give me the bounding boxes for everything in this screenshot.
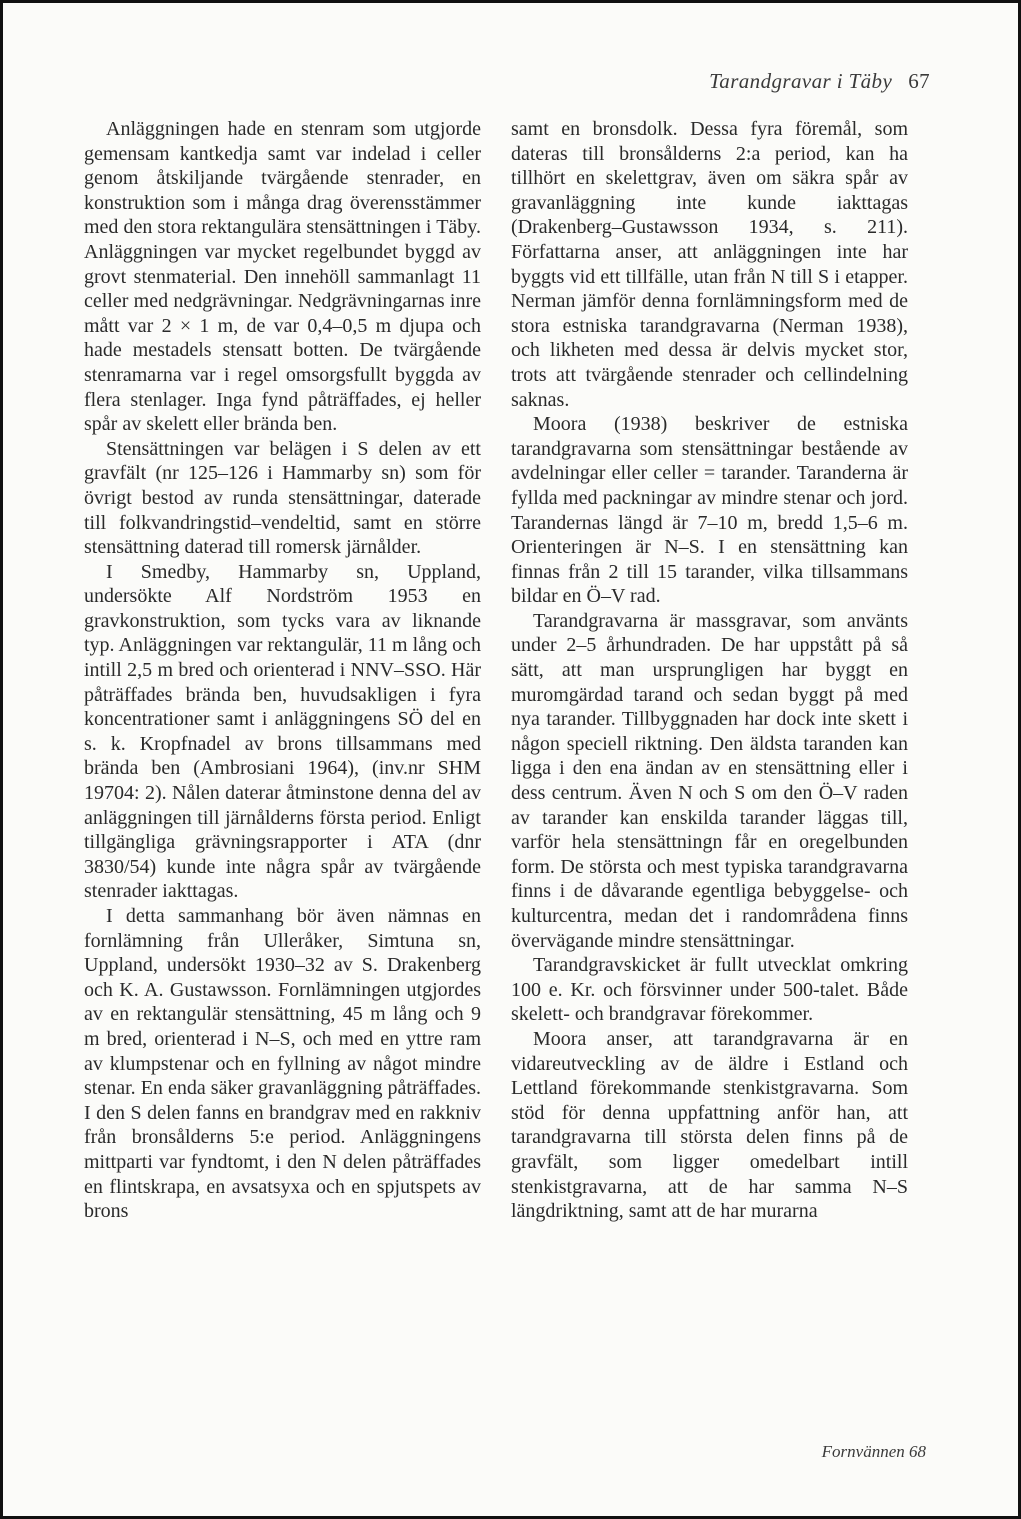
paragraph: samt en bronsdolk. Dessa fyra föremål, som dateras till bronsålderns 2:a period, kan ha tillhört en skelettgrav, även om säkra spår av gravanläggning inte kunde iakttagas (Drakenberg–Gustawsson 1934, s. 211). Författarna anser, att anläggningen inte har byggts vid ett tillfälle, utan från N till S i etapper. Nerman jämför denna fornlämningsform med de stora estniska tarandgravarna (Nerman 1938), och likheten med dessa är delvis mycket stor, trots att tvärgående stenrader och cellindelning saknas.: [511, 118, 908, 411]
running-title: Tarandgravar i Täby: [709, 69, 893, 93]
paragraph: Tarandgravskicket är fullt utvecklat omkring 100 e. Kr. och försvinner under 500-talet. Både skelett- och brandgravar förekommer.: [511, 954, 908, 1026]
paragraph: Moora anser, att tarandgravarna är en vidareutveckling av de äldre i Estland och Lettland förekommande stenkistgravarna. Som stöd för denna uppfattning anför han, att tarandgravarna till största delen finns på de gravfält, som ligger omedelbart intill stenkistgravarna, att de har samma N–S längdriktning, samt att de har murarna: [511, 1027, 908, 1223]
page-number: 67: [908, 69, 930, 93]
running-head: [709, 69, 930, 94]
left-column: [84, 117, 481, 1224]
right-column: [511, 117, 908, 1224]
journal-footer: Fornvännen 68: [821, 1442, 926, 1461]
paragraph: I Smedby, Hammarby sn, Uppland, undersökte Alf Nordström 1953 en gravkonstruktion, som tycks vara av liknande typ. Anläggningen var rektangulär, 11 m lång och intill 2,5 m bred och orienterad i NNV–SSO. Här påträffades brända ben, huvudsakligen i fyra koncentrationer samt i anläggningens SÖ del en s. k. Kropfnadel av brons tillsammans med brända ben (Ambrosiani 1964), (inv.nr SHM 19704: 2). Nålen daterar åtminstone denna del av anläggningen till järnålderns första period. Enligt tillgängliga grävningsrapporter i ATA (dnr 3830/54) kunde inte några spår av tvärgående stenrader iakttagas.: [84, 560, 481, 903]
paragraph: Tarandgravarna är massgravar, som använts under 2–5 århundraden. De har uppstått på så sätt, att man ursprungligen har byggt en muromgärdad tarand och sedan byggt på med nya tarander. Tillbyggnaden har dock inte skett i någon speciell riktning. Den äldsta taranden kan ligga i den ena ändan av en stensättning eller i dess centrum. Även N och S om den Ö–V raden av tarander kan enskilda tarander läggas till, varför hela stensättningn får en oregelbunden form. De största och mest typiska tarandgravarna finns i de dåvarande egentliga bebyggelse- och kulturcentra, medan det i randområdena finns övervägande mindre stensättningar.: [511, 609, 908, 952]
paragraph: Stensättningen var belägen i S delen av ett gravfält (nr 125–126 i Hammarby sn) som för övrigt bestod av runda stensättningar, daterade till folkvandringstid–vendeltid, samt en större stensättning daterad till romersk järnålder.: [84, 437, 481, 559]
paragraph: I detta sammanhang bör även nämnas en fornlämning från Ulleråker, Simtuna sn, Uppland, undersökt 1930–32 av S. Drakenberg och K. A. Gustawsson. Fornlämningen utgjordes av en rektangulär stensättning, 45 m lång och 9 m bred, orienterad i N–S, och med en yttre ram av klumpstenar och en fyllning av något mindre stenar. En enda säker gravanläggning påträffades. I den S delen fanns en brandgrav med en rakkniv från bronsålderns 5:e period. Anläggningens mittparti var fyndtomt, i den N delen påträffades en flintskrapa, en avsatsyxa och en spjutspets av brons: [84, 905, 481, 1223]
paragraph: Moora (1938) beskriver de estniska tarandgravarna som stensättningar bestående av avdelningar eller celler = tarander. Taranderna är fyllda med packningar av mindre stenar och jord. Tarandernas längd är 7–10 m, bredd 1,5–6 m. Orienteringen är N–S. I en stensättning kan finnas från 2 till 15 tarander, vilka tillsammans bildar en Ö–V rad.: [511, 413, 908, 608]
paragraph: Anläggningen hade en stenram som utgjorde gemensam kantkedja samt var indelad i celler genom åtskiljande tvärgående stenrader, en konstruktion som i många drag överensstämmer med den stora rektangulära stensättningen i Täby. Anläggningen var mycket regelbundet byggd av grovt stenmaterial. Den innehöll sammanlagt 11 celler med nedgrävningar. Nedgrävningarnas inre mått var 2 × 1 m, de var 0,4–0,5 m djupa och hade mestadels stensatt botten. De tvärgående stenramarna var i regel omsorgsfullt byggda av flera stenlager. Inga fynd påträffades, ej heller spår av skelett eller brända ben.: [84, 118, 481, 436]
